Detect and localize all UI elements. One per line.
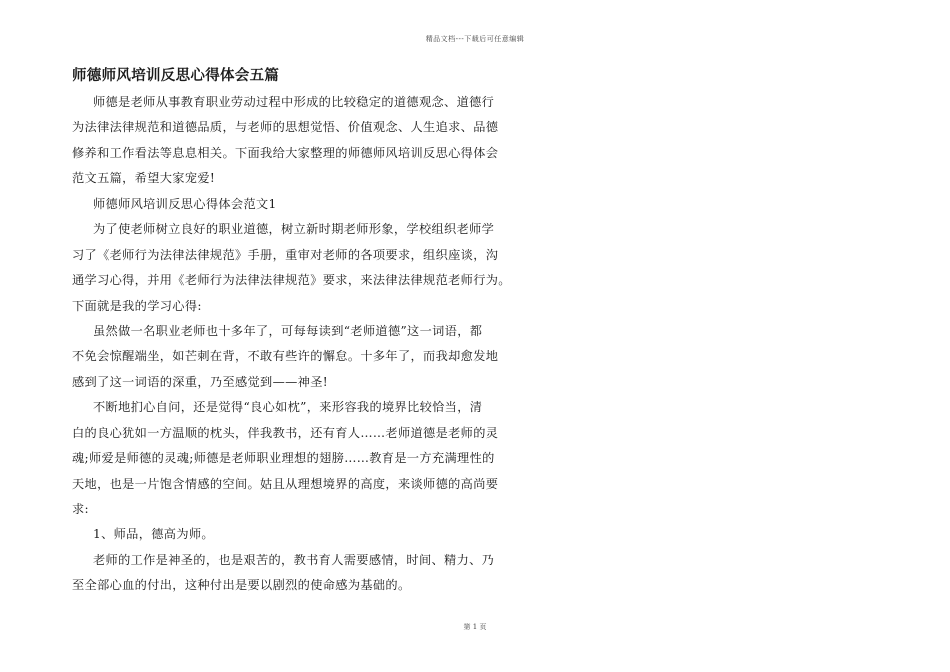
body-line: 为法律法律规范和道德品质，与老师的思想觉悟、价值观念、人生追求、品德 xyxy=(72,120,499,135)
body-line: 不免会惊醒端坐，如芒刺在背，不敢有些许的懈怠。十多年了，而我却愈发地 xyxy=(72,349,499,364)
body-line: 师德是老师从事教育职业劳动过程中形成的比较稳定的道德观念、道德行 xyxy=(93,95,495,109)
body-line: 下面就是我的学习心得: xyxy=(72,298,202,313)
page-header: 精品文档---下载后可任意编辑 xyxy=(425,35,525,43)
body-line: 习了《老师行为法律法律规范》手册，重审对老师的各项要求，组织座谈，沟 xyxy=(72,247,499,262)
body-line: 老师的工作是神圣的，也是艰苦的，教书育人需要感情，时间、精力、乃 xyxy=(93,552,495,567)
document-body xyxy=(72,90,511,599)
body-line: 感到了这一词语的深重，乃至感觉到——神圣! xyxy=(72,374,328,389)
body-line: 天地，也是一片饱含情感的空间。姑且从理想境界的高度，来谈师德的高尚要 xyxy=(72,476,499,491)
body-line: 修养和工作看法等息息相关。下面我给大家整理的师德师风培训反思心得体会 xyxy=(72,145,499,160)
body-line: 通学习心得，并用《老师行为法律法律规范》要求，来法律法律规范老师行为。 xyxy=(72,273,511,288)
body-line: 至全部心血的付出，这种付出是要以剧烈的使命感为基础的。 xyxy=(72,578,411,593)
body-line: 白的良心犹如一方温顺的枕头，伴我教书，还有育人……老师道德是老师的灵 xyxy=(72,425,499,440)
page-number: 第 1 页 xyxy=(463,623,487,631)
body-line: 师德师风培训反思心得体会范文1 xyxy=(93,196,277,211)
document-title: 师德师风培训反思心得体会五篇 xyxy=(72,68,280,84)
body-line: 范文五篇，希望大家宠爱! xyxy=(72,171,216,186)
body-line: 为了使老师树立良好的职业道德，树立新时期老师形象，学校组织老师学 xyxy=(93,222,495,237)
body-line: 魂;师爱是师德的灵魂;师德是老师职业理想的翅膀……教育是一方充满理性的 xyxy=(72,451,495,466)
body-line: 虽然做一名职业老师也十多年了，可每每读到“老师道德”这一词语，都 xyxy=(93,323,483,338)
body-line: 求: xyxy=(72,502,89,516)
body-line: 不断地扪心自问，还是觉得“良心如枕”，来形容我的境界比较恰当，清 xyxy=(93,400,483,415)
body-line: 1、师品，德高为师。 xyxy=(93,527,214,542)
